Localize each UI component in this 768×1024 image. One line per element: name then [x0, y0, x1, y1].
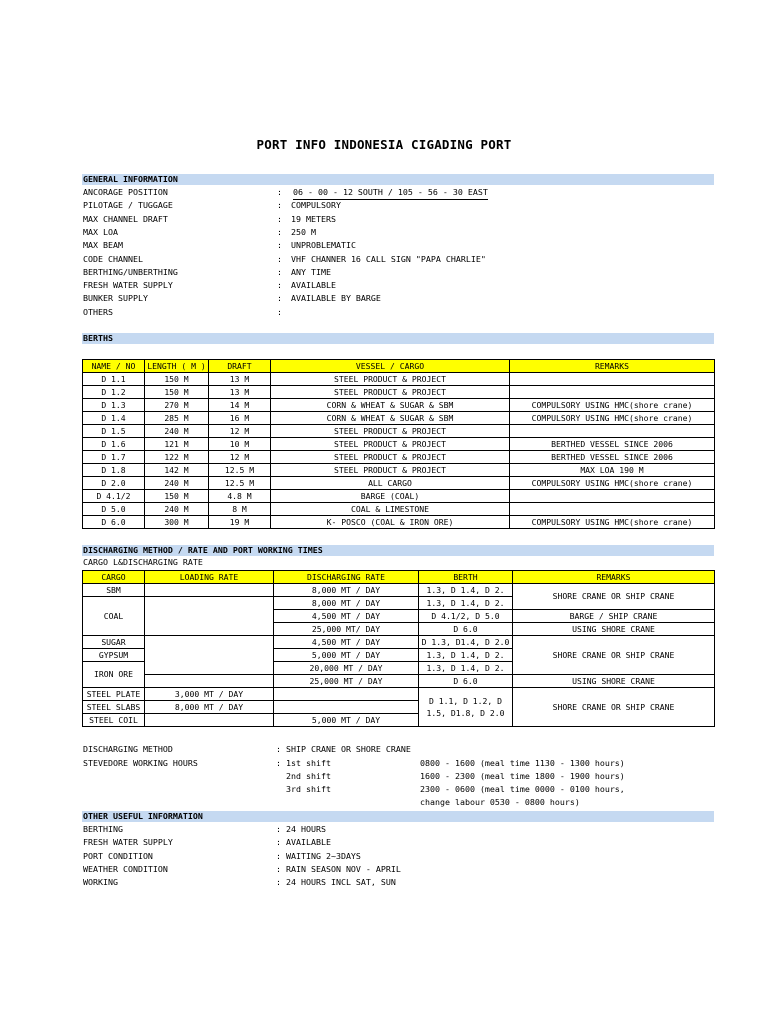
other-information-header: OTHER USEFUL INFORMATION [82, 811, 714, 822]
other-key: WEATHER CONDITION [83, 863, 168, 874]
colon: : [276, 877, 281, 888]
remarks-cell [510, 425, 715, 438]
table-row [83, 464, 715, 477]
info-row [83, 239, 703, 252]
colon: : [276, 758, 281, 768]
other-value: 24 HOURS INCL SAT, SUN [286, 877, 396, 888]
berth-name-cell: D 4.1/2 [83, 490, 145, 503]
other-key: FRESH WATER SUPPLY [83, 837, 173, 848]
info-value: ANY TIME [291, 266, 331, 277]
info-value: COMPULSORY [291, 200, 341, 211]
loading-rate-cell [145, 675, 274, 688]
berths-header: BERTHS [82, 333, 714, 344]
table-row [83, 399, 715, 412]
table-row [83, 412, 715, 425]
info-row [83, 306, 703, 319]
cargo-cell: STEEL PLATE [83, 688, 145, 701]
vessel-cargo-cell: STEEL PRODUCT & PROJECT [271, 464, 510, 477]
vessel-cargo-cell: BARGE (COAL) [271, 490, 510, 503]
berth-name-cell: D 1.7 [83, 451, 145, 464]
vessel-cargo-cell: STEEL PRODUCT & PROJECT [271, 451, 510, 464]
discharging-rate-cell [274, 701, 419, 714]
col-vessel-cargo: VESSEL / CARGO [271, 360, 510, 373]
length-cell: 240 M [145, 425, 209, 438]
cargo-rate-subheader: CARGO L&DISCHARGING RATE [83, 557, 203, 567]
table-row [83, 503, 715, 516]
length-cell: 150 M [145, 373, 209, 386]
table-row [83, 373, 715, 386]
loading-rate-cell [145, 714, 274, 727]
remarks-cell: COMPULSORY USING HMC(shore crane) [510, 399, 715, 412]
discharging-rate-cell: 20,000 MT / DAY [274, 662, 419, 675]
cargo-cell: COAL [83, 597, 145, 636]
other-value: RAIN SEASON NOV - APRIL [286, 863, 401, 874]
draft-cell: 13 M [209, 373, 271, 386]
berth-cell: 1.3, D 1.4, D 2. [419, 584, 513, 597]
draft-cell: 16 M [209, 412, 271, 425]
remarks-cell: SHORE CRANE OR SHIP CRANE [513, 636, 715, 675]
stevedore-hours-label: STEVEDORE WORKING HOURS [83, 758, 198, 768]
remarks-cell: BERTHED VESSEL SINCE 2006 [510, 438, 715, 451]
discharging-rate-cell: 25,000 MT/ DAY [274, 623, 419, 636]
loading-rate-cell [145, 636, 274, 675]
colon: : [277, 226, 282, 237]
berth-cell: 1.3, D 1.4, D 2. [419, 597, 513, 610]
draft-cell: 14 M [209, 399, 271, 412]
colon: : [277, 187, 282, 197]
page-title: PORT INFO INDONESIA CIGADING PORT [256, 137, 512, 152]
discharging-rate-cell: 5,000 MT / DAY [274, 714, 419, 727]
length-cell: 240 M [145, 503, 209, 516]
table-row [83, 688, 715, 701]
berths-table [82, 359, 715, 529]
berth-name-cell: D 1.3 [83, 399, 145, 412]
info-value: 250 M [291, 226, 316, 237]
info-row [83, 266, 703, 279]
length-cell: 122 M [145, 451, 209, 464]
draft-cell: 19 M [209, 516, 271, 529]
length-cell: 300 M [145, 516, 209, 529]
col-name: NAME / NO [83, 360, 145, 373]
other-value: AVAILABLE [286, 837, 331, 848]
berth-name-cell: D 1.6 [83, 438, 145, 451]
vessel-cargo-cell: ALL CARGO [271, 477, 510, 490]
berth-cell: 1.3, D 1.4, D 2. [419, 649, 513, 662]
col-remarks: REMARKS [510, 360, 715, 373]
berth-cell: D 1.3, D1.4, D 2.0 [419, 636, 513, 649]
draft-cell: 12 M [209, 451, 271, 464]
other-value: WAITING 2~3DAYS [286, 850, 361, 861]
info-key: ANCORAGE POSITION [83, 187, 168, 197]
table-row [83, 490, 715, 503]
table-row [83, 438, 715, 451]
berth-cell: D 4.1/2, D 5.0 [419, 610, 513, 623]
colon: : [277, 253, 282, 264]
length-cell: 121 M [145, 438, 209, 451]
loading-rate-cell [145, 584, 274, 597]
remarks-cell [510, 503, 715, 516]
cargo-cell: GYPSUM [83, 649, 145, 662]
col-cargo: CARGO [83, 571, 145, 584]
info-row [83, 213, 703, 226]
berth-cell: D 6.0 [419, 623, 513, 636]
cargo-cell: SBM [83, 584, 145, 597]
col-length: LENGTH ( M ) [145, 360, 209, 373]
berth-name-cell: D 1.2 [83, 386, 145, 399]
discharging-rate-cell: 4,500 MT / DAY [274, 636, 419, 649]
draft-cell: 12.5 M [209, 477, 271, 490]
info-row [83, 279, 703, 292]
cargo-cell: STEEL SLABS [83, 701, 145, 714]
colon: : [276, 837, 281, 848]
info-value: AVAILABLE [291, 280, 336, 291]
info-key: PILOTAGE / TUGGAGE [83, 200, 173, 211]
discharging-table [82, 570, 715, 727]
remarks-cell: COMPULSORY USING HMC(shore crane) [510, 412, 715, 425]
col-draft: DRAFT [209, 360, 271, 373]
other-key: WORKING [83, 877, 118, 888]
shift-name: 1st shift [286, 758, 331, 768]
berth-name-cell: D 6.0 [83, 516, 145, 529]
vessel-cargo-cell: COAL & LIMESTONE [271, 503, 510, 516]
remarks-cell: BARGE / SHIP CRANE [513, 610, 715, 623]
loading-rate-cell: 8,000 MT / DAY [145, 701, 274, 714]
shift-note: change labour 0530 - 0800 hours) [420, 797, 580, 807]
colon: : [277, 266, 282, 277]
info-key: MAX BEAM [83, 240, 123, 251]
berth-cell: D 6.0 [419, 675, 513, 688]
length-cell: 150 M [145, 386, 209, 399]
info-key: FRESH WATER SUPPLY [83, 280, 173, 291]
colon: : [277, 213, 282, 224]
info-row [83, 199, 703, 212]
colon: : [277, 306, 282, 317]
remarks-cell: USING SHORE CRANE [513, 675, 715, 688]
info-row [83, 292, 703, 305]
shift-time: 0800 - 1600 (meal time 1130 - 1300 hours) [420, 758, 625, 768]
col-berth: BERTH [419, 571, 513, 584]
info-value: 19 METERS [291, 213, 336, 224]
remarks-cell: SHORE CRANE OR SHIP CRANE [513, 688, 715, 727]
colon: : [276, 850, 281, 861]
draft-cell: 10 M [209, 438, 271, 451]
draft-cell: 12 M [209, 425, 271, 438]
remarks-cell: MAX LOA 190 M [510, 464, 715, 477]
table-row [83, 516, 715, 529]
remarks-cell: BERTHED VESSEL SINCE 2006 [510, 451, 715, 464]
info-value: VHF CHANNER 16 CALL SIGN "PAPA CHARLIE" [291, 253, 486, 264]
discharging-table-header [83, 571, 715, 584]
table-row [83, 675, 715, 688]
loading-rate-cell: 3,000 MT / DAY [145, 688, 274, 701]
info-row [83, 186, 703, 199]
berth-name-cell: D 5.0 [83, 503, 145, 516]
draft-cell: 4.8 M [209, 490, 271, 503]
vessel-cargo-cell: CORN & WHEAT & SUGAR & SBM [271, 399, 510, 412]
draft-cell: 12.5 M [209, 464, 271, 477]
info-value: UNPROBLEMATIC [291, 240, 356, 251]
table-row [83, 477, 715, 490]
colon: : [277, 280, 282, 291]
discharging-rate-cell: 25,000 MT / DAY [274, 675, 419, 688]
info-key: BUNKER SUPPLY [83, 293, 148, 304]
berth-name-cell: D 1.1 [83, 373, 145, 386]
draft-cell: 8 M [209, 503, 271, 516]
remarks-cell: SHORE CRANE OR SHIP CRANE [513, 584, 715, 610]
info-key: OTHERS [83, 306, 113, 317]
discharging-rate-cell: 4,500 MT / DAY [274, 610, 419, 623]
draft-cell: 13 M [209, 386, 271, 399]
vessel-cargo-cell: STEEL PRODUCT & PROJECT [271, 386, 510, 399]
col-remarks: REMARKS [513, 571, 715, 584]
info-value: AVAILABLE BY BARGE [291, 293, 381, 304]
berth-name-cell: D 1.5 [83, 425, 145, 438]
colon: : [277, 293, 282, 304]
discharging-method-label: DISCHARGING METHOD [83, 744, 173, 754]
remarks-cell: COMPULSORY USING HMC(shore crane) [510, 516, 715, 529]
length-cell: 142 M [145, 464, 209, 477]
table-row [83, 425, 715, 438]
discharging-rate-cell: 5,000 MT / DAY [274, 649, 419, 662]
general-information-header: GENERAL INFORMATION [82, 174, 714, 185]
info-key: MAX LOA [83, 226, 118, 237]
shift-time: 2300 - 0600 (meal time 0000 - 0100 hours, [420, 784, 625, 794]
other-key: PORT CONDITION [83, 850, 153, 861]
colon: : [276, 863, 281, 874]
discharging-rate-cell: 8,000 MT / DAY [274, 597, 419, 610]
other-value: 24 HOURS [286, 824, 326, 834]
vessel-cargo-cell: K- POSCO (COAL & IRON ORE) [271, 516, 510, 529]
table-row [83, 451, 715, 464]
info-value: 06 - 00 - 12 SOUTH / 105 - 56 - 30 EAST [293, 186, 488, 200]
info-key: MAX CHANNEL DRAFT [83, 213, 168, 224]
remarks-cell: COMPULSORY USING HMC(shore crane) [510, 477, 715, 490]
vessel-cargo-cell: STEEL PRODUCT & PROJECT [271, 425, 510, 438]
cargo-cell: IRON ORE [83, 662, 145, 688]
col-discharging-rate: DISCHARGING RATE [274, 571, 419, 584]
remarks-cell [510, 490, 715, 503]
berth-name-cell: D 1.4 [83, 412, 145, 425]
info-key: CODE CHANNEL [83, 253, 143, 264]
table-row [83, 584, 715, 597]
cargo-cell: STEEL COIL [83, 714, 145, 727]
length-cell: 285 M [145, 412, 209, 425]
colon: : [276, 824, 281, 834]
col-loading-rate: LOADING RATE [145, 571, 274, 584]
remarks-cell [510, 373, 715, 386]
info-key: BERTHING/UNBERTHING [83, 266, 178, 277]
colon: : [277, 240, 282, 251]
length-cell: 150 M [145, 490, 209, 503]
length-cell: 270 M [145, 399, 209, 412]
berth-cell: 1.3, D 1.4, D 2. [419, 662, 513, 675]
discharging-header: DISCHARGING METHOD / RATE AND PORT WORKING TIMES [82, 545, 714, 556]
berth-cell: D 1.1, D 1.2, D 1.5, D1.8, D 2.0 [419, 688, 513, 727]
discharging-method-value: SHIP CRANE OR SHORE CRANE [286, 744, 411, 754]
colon: : [276, 744, 281, 754]
shift-name: 3rd shift [286, 784, 331, 794]
berth-name-cell: D 2.0 [83, 477, 145, 490]
length-cell: 240 M [145, 477, 209, 490]
table-row [83, 386, 715, 399]
table-row [83, 636, 715, 649]
shift-time: 1600 - 2300 (meal time 1800 - 1900 hours) [420, 771, 625, 781]
berths-table-header [83, 360, 715, 373]
remarks-cell [510, 386, 715, 399]
remarks-cell: USING SHORE CRANE [513, 623, 715, 636]
vessel-cargo-cell: STEEL PRODUCT & PROJECT [271, 438, 510, 451]
discharging-rate-cell: 8,000 MT / DAY [274, 584, 419, 597]
info-row [83, 253, 703, 266]
vessel-cargo-cell: STEEL PRODUCT & PROJECT [271, 373, 510, 386]
info-row [83, 226, 703, 239]
colon: : [277, 200, 282, 211]
other-key: BERTHING [83, 824, 123, 834]
vessel-cargo-cell: CORN & WHEAT & SUGAR & SBM [271, 412, 510, 425]
cargo-cell: SUGAR [83, 636, 145, 649]
berth-name-cell: D 1.8 [83, 464, 145, 477]
loading-rate-cell [145, 597, 274, 636]
shift-name: 2nd shift [286, 771, 331, 781]
discharging-rate-cell [274, 688, 419, 701]
